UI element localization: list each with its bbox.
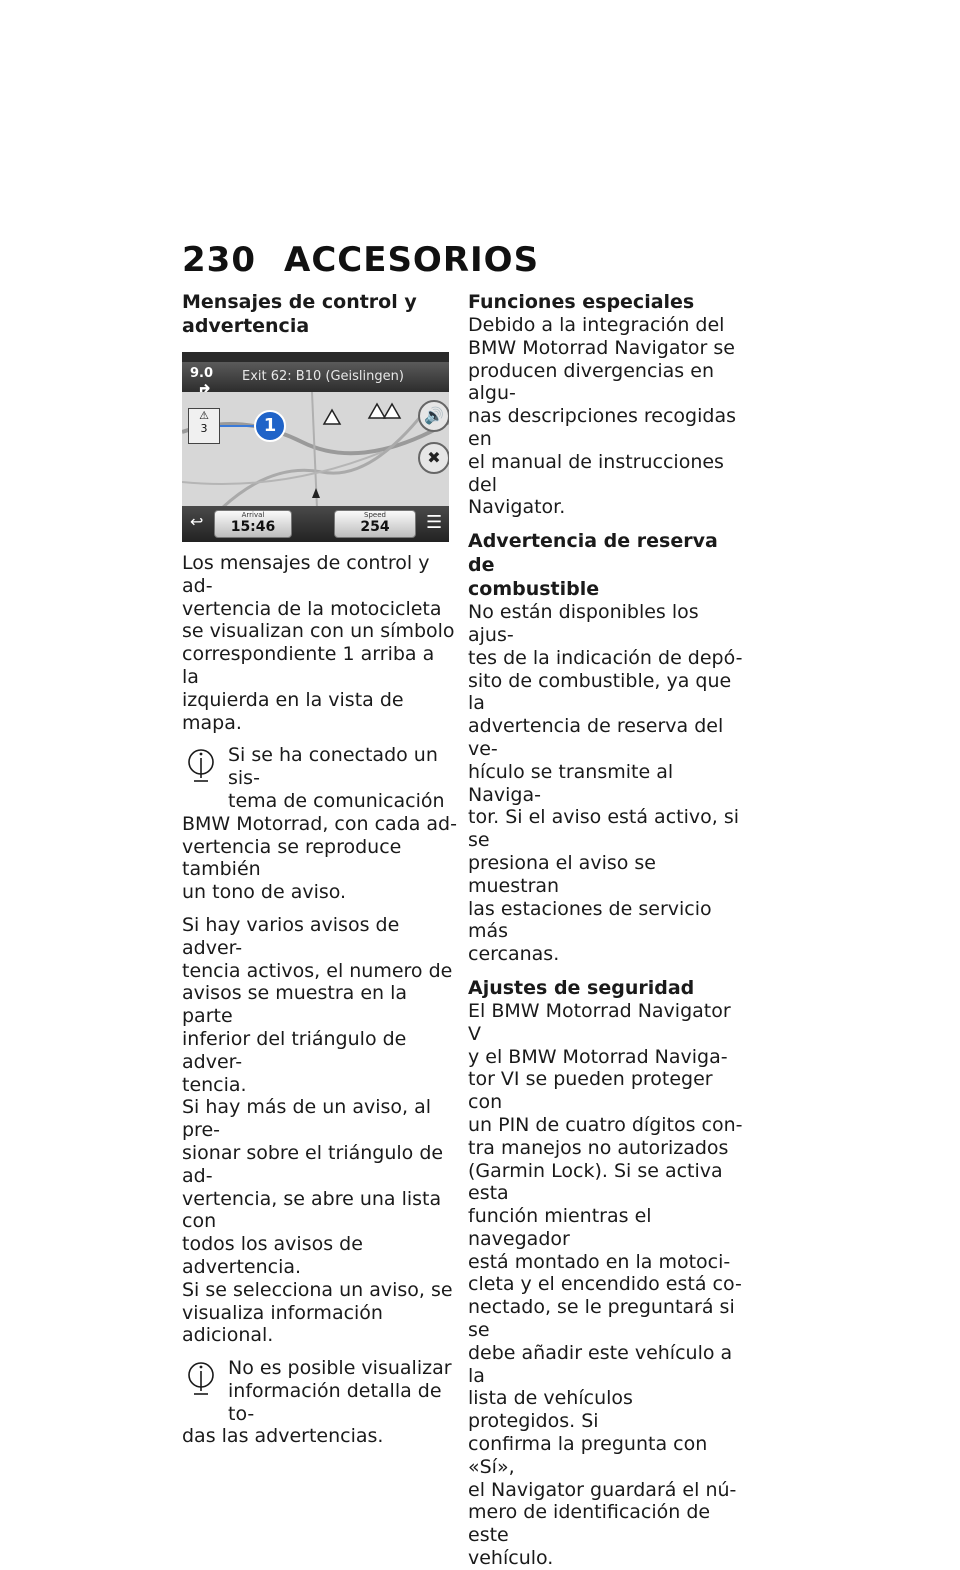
heading-special-functions: Funciones especiales (468, 291, 695, 313)
paragraph-control-messages: Los mensajes de control y ad- vertencia de la motocicleta se visualizan con un símbolo correspondiente 1 arriba a la izquierda en la vista de mapa. (182, 552, 455, 734)
close-icon[interactable]: ✖ (418, 442, 449, 474)
navigator-screenshot (182, 352, 449, 542)
right-column (468, 290, 743, 1570)
page-number: 230 (182, 240, 256, 280)
page-header (182, 240, 539, 280)
left-column (182, 290, 457, 1448)
speed-box[interactable]: Speed 254 (334, 510, 416, 538)
info-note-details: No es posible visualizar información detalla de to- das las advertencias. (182, 1357, 452, 1448)
heading-fuel-reserve: Advertencia de reserva de combustible (468, 530, 718, 601)
paragraph-multiple-warnings: Si hay varios avisos de adver- tencia activos, el numero de avisos se muestra en la parte inferior del triángulo de adver- tencia. Si hay más de un aviso, al pre- sionar sobre el triángulo de ad- vertencia, se abre una lista con todos los avisos de advertencia. Si se selecciona un aviso, se visualiza información adicional. (182, 913, 453, 1347)
warning-count: 3 (200, 422, 208, 435)
warning-triangle-box[interactable] (188, 408, 220, 444)
back-icon[interactable]: ↩ (190, 512, 204, 531)
speaker-icon[interactable]: 🔊 (418, 400, 449, 432)
callout-marker: 1 (254, 410, 286, 442)
heading-security-settings: Ajustes de seguridad (468, 976, 695, 999)
info-note-tone: Si se ha conectado un sis- tema de comunicación BMW Motorrad, con cada ad- vertencia se reproduce también un tono de aviso. (182, 744, 457, 904)
info-bulb-icon (184, 1361, 218, 1397)
section-title: ACCESORIOS (284, 240, 540, 280)
nav-exit-text: Exit 62: B10 (Geislingen) (242, 369, 404, 384)
info-bulb-icon (184, 748, 218, 784)
menu-icon[interactable]: ☰ (426, 512, 443, 533)
paragraph-special-functions: Debido a la integración del BMW Motorrad Navigator se producen divergencias en algu- nas descripciones recogidas en el manual de instrucciones del Navigator. (468, 314, 736, 519)
warning-triangle-icon: ⚠ (199, 409, 209, 422)
heading-control-messages: Mensajes de control y advertencia (182, 291, 417, 337)
arrival-box[interactable]: Arrival 15:46 (214, 510, 292, 538)
nav-distance: 9.0 (190, 366, 214, 381)
map-roads (182, 392, 449, 508)
paragraph-security-settings: El BMW Motorrad Navigator V y el BMW Motorrad Naviga- tor VI se pueden proteger con un PIN de cuatro dígitos con- tra manejos no autorizados (Garmin Lock). Si se activa esta función mientras el navegador está montado en la motoci- cleta y el encendido está co- nectado, se le preguntará si se debe añadir este vehículo a la lista de vehículos protegidos. Si confirma la pregunta con «Sí», el Navigator guardará el nú- mero de identificación de este vehículo. (468, 999, 743, 1570)
paragraph-fuel-reserve: No están disponibles los ajus- tes de la indicación de depó- sito de combustible, ya que la advertencia de reserva del ve- hículo se transmite al Naviga- tor. Si el aviso está activo, si se presiona el aviso se muestran las estaciones de servicio más cercanas. (468, 601, 743, 966)
nav-map (182, 392, 449, 508)
